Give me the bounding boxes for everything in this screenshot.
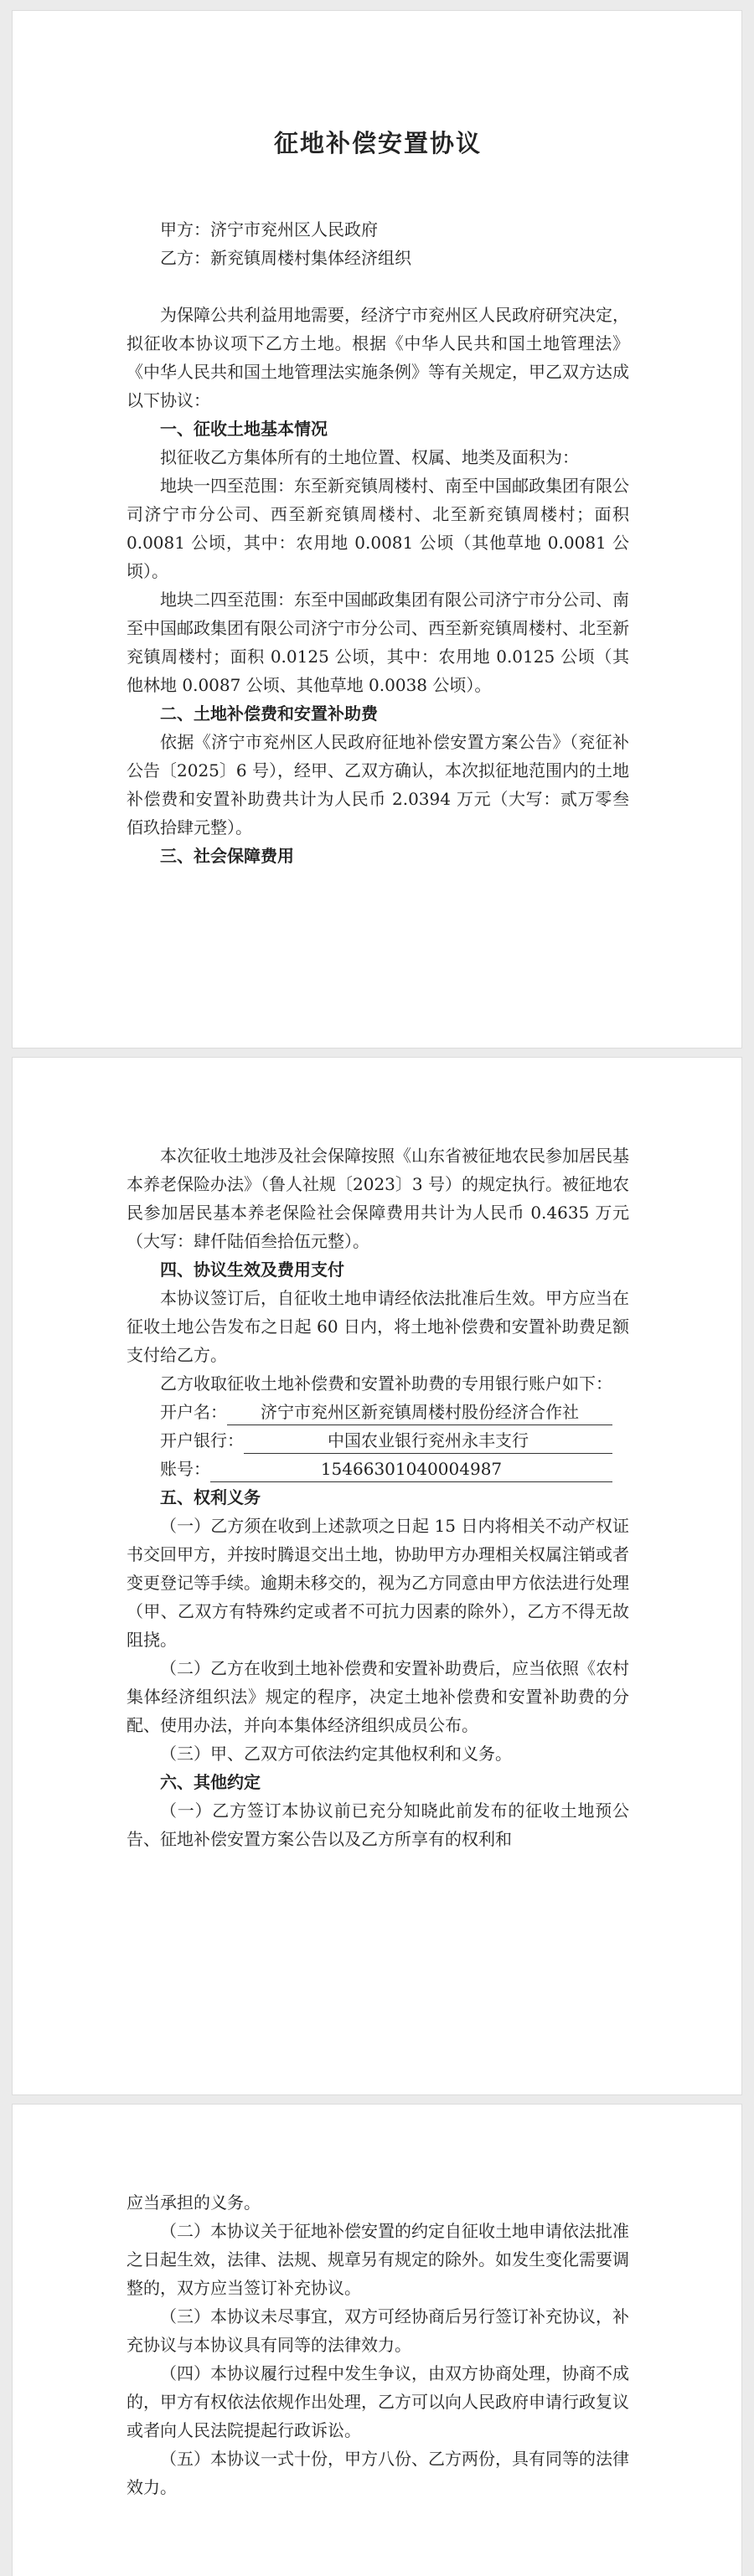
page-2-body [127, 1141, 629, 1853]
section-1-heading: 一、征收土地基本情况 [160, 419, 328, 439]
section-1-paragraph: 拟征收乙方集体所有的土地位置、权属、地类及面积为： [160, 447, 579, 467]
account-name-value: 济宁市兖州区新兖镇周楼村股份经济合作社 [227, 1399, 612, 1425]
account-bank-label: 开户银行： [160, 1430, 244, 1450]
section-4-heading: 四、协议生效及费用支付 [160, 1260, 344, 1280]
section-6-item-3: （三）本协议未尽事宜，双方可经协商后另行签订补充协议，补充协议与本协议具有同等的法律效力。 [127, 2306, 629, 2355]
section-1-parcel-1: 地块一四至范围：东至新兖镇周楼村、南至中国邮政集团有限公司济宁市分公司、西至新兖镇周楼村、北至新兖镇周楼村；面积 0.0081 公顷，其中：农用地 0.0081 公顷（其他草地 0.0081 公顷）。 [127, 476, 629, 581]
account-number-row [127, 1455, 629, 1483]
section-5-heading: 五、权利义务 [160, 1487, 261, 1507]
section-6-item-2: （二）本协议关于征地补偿安置的约定自征收土地申请依法批准之日起生效，法律、法规、规章另有规定的除外。如发生变化需要调整的，双方应当签订补充协议。 [127, 2221, 629, 2298]
section-6-item-1-start: （一）乙方签订本协议前已充分知晓此前发布的征收土地预公告、征地补偿安置方案公告以及乙方所享有的权利和 [127, 1801, 629, 1849]
section-1-parcel-2: 地块二四至范围：东至中国邮政集团有限公司济宁市分公司、南至中国邮政集团有限公司济宁市分公司、西至新兖镇周楼村、北至新兖镇周楼村；面积 0.0125 公顷，其中：农用地 0.0125 公顷（其他林地 0.0087 公顷、其他草地 0.0038 公顷）。 [127, 590, 629, 695]
intro-paragraph: 为保障公共利益用地需要，经济宁市兖州区人民政府研究决定，拟征收本协议项下乙方土地。根据《中华人民共和国土地管理法》《中华人民共和国土地管理法实施条例》等有关规定，甲乙双方达成以下协议： [127, 305, 629, 410]
section-5-item-1: （一）乙方须在收到上述款项之日起 15 日内将相关不动产权证书交回甲方，并按时腾退交出土地，协助甲方办理相关权属注销或者变更登记等手续。逾期未移交的，视为乙方同意由甲方依法进行处理（甲、乙双方有特殊约定或者不可抗力因素的除外），乙方不得无故阻挠。 [127, 1516, 629, 1650]
page-1-body [127, 215, 629, 870]
section-4-paragraph-1: 本协议签订后，自征收土地申请经依法批准后生效。甲方应当在征收土地公告发布之日起 60 日内，将土地补偿费和安置补助费足额支付给乙方。 [127, 1288, 629, 1365]
section-4-paragraph-2: 乙方收取征收土地补偿费和安置补助费的专用银行账户如下： [160, 1373, 612, 1394]
document-page-2 [12, 1057, 742, 2095]
party-b: 乙方：新兖镇周楼村集体经济组织 [160, 248, 411, 268]
document-title: 征地补偿安置协议 [273, 129, 482, 157]
section-5-item-3: （三）甲、乙双方可依法约定其他权利和义务。 [160, 1744, 512, 1764]
section-6-item-1-end: 应当承担的义务。 [127, 2192, 261, 2213]
document-page-3 [12, 2104, 742, 2576]
section-3-paragraph: 本次征收土地涉及社会保障按照《山东省被征地农民参加居民基本养老保险办法》（鲁人社规〔2023〕3 号）的规定执行。被征地农民参加居民基本养老保险社会保障费用共计为人民币 0.4635 万元（大写：肆仟陆佰叁拾伍元整）。 [127, 1146, 629, 1251]
section-6-heading: 六、其他约定 [160, 1772, 261, 1792]
section-6-item-4: （四）本协议履行过程中发生争议，由双方协商处理，协商不成的，甲方有权依法依规作出处理，乙方可以向人民政府申请行政复议或者向人民法院提起行政诉讼。 [127, 2363, 629, 2440]
section-5-item-2: （二）乙方在收到土地补偿费和安置补助费后，应当依照《农村集体经济组织法》规定的程序，决定土地补偿费和安置补助费的分配、使用办法，并向本集体经济组织成员公布。 [127, 1658, 629, 1735]
page-3-body [127, 2188, 629, 2501]
account-number-value: 15466301040004987 [210, 1456, 612, 1482]
account-name-label: 开户名： [160, 1402, 227, 1422]
document-page-1 [12, 10, 742, 1048]
section-6-item-5: （五）本协议一式十份，甲方八份、乙方两份，具有同等的法律效力。 [127, 2449, 629, 2497]
account-bank-value: 中国农业银行兖州永丰支行 [244, 1428, 612, 1454]
party-a: 甲方：济宁市兖州区人民政府 [160, 219, 378, 240]
account-name-row [127, 1398, 629, 1426]
section-2-heading: 二、土地补偿费和安置补助费 [160, 703, 378, 724]
account-bank-row [127, 1426, 629, 1455]
section-3-heading: 三、社会保障费用 [160, 846, 294, 866]
section-2-paragraph: 依据《济宁市兖州区人民政府征地补偿安置方案公告》（兖征补公告〔2025〕6 号），经甲、乙双方确认，本次拟征地范围内的土地补偿费和安置补助费共计为人民币 2.0394 万元（大写：贰万零叁佰玖拾肆元整）。 [127, 732, 629, 837]
account-number-label: 账号： [160, 1459, 210, 1479]
